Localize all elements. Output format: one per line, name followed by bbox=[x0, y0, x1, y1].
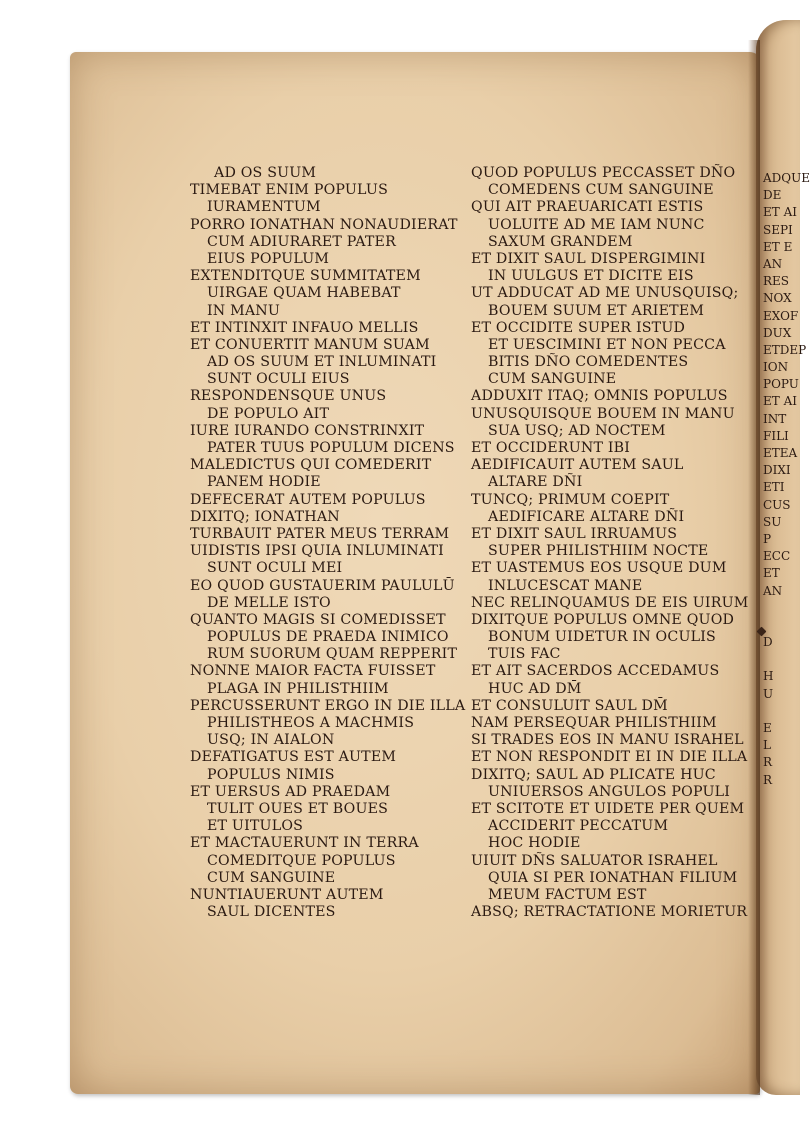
manuscript-line: CUM SANGUINE bbox=[207, 869, 336, 886]
manuscript-line: AD OS SUUM bbox=[214, 165, 317, 181]
manuscript-line: ET UITULOS bbox=[207, 818, 304, 835]
manuscript-line: DEFECERAT AUTEM POPULUS bbox=[190, 491, 426, 508]
manuscript-line: BOUEM SUUM ET ARIETEM bbox=[488, 302, 705, 319]
manuscript-line: HOC HODIE bbox=[488, 835, 581, 852]
adjacent-page-line bbox=[763, 600, 799, 617]
manuscript-line: COMEDENS CUM SANGUINE bbox=[488, 182, 714, 199]
adjacent-page-line bbox=[763, 651, 799, 668]
adjacent-page-line: INT bbox=[763, 411, 787, 426]
manuscript-line: IN MANU bbox=[207, 302, 281, 319]
text-column-right bbox=[471, 165, 749, 921]
manuscript-line: ET OCCIDITE SUPER ISTUD bbox=[471, 319, 686, 336]
manuscript-line: SAXUM GRANDEM bbox=[488, 233, 633, 250]
manuscript-line: POPULUS DE PRAEDA INIMICO bbox=[207, 629, 449, 646]
manuscript-line: ALTARE DÑI bbox=[488, 474, 583, 491]
adjacent-page-line: L bbox=[763, 738, 771, 753]
manuscript-line: POPULUS NIMIS bbox=[207, 766, 335, 783]
adjacent-page-edge bbox=[756, 20, 810, 1095]
manuscript-line: NUNTIAUERUNT AUTEM bbox=[190, 886, 384, 903]
manuscript-line: SAUL DICENTES bbox=[207, 904, 336, 921]
manuscript-line: CUM SANGUINE bbox=[488, 371, 617, 388]
manuscript-line: CUM ADIURARET PATER bbox=[207, 233, 396, 250]
manuscript-line: PORRO IONATHAN NONAUDIERAT bbox=[190, 216, 458, 233]
adjacent-page-line: NOX bbox=[763, 291, 792, 306]
adjacent-page-line: ION bbox=[763, 360, 789, 375]
adjacent-page-line: FILI bbox=[763, 428, 789, 443]
manuscript-line: ET AIT SACERDOS ACCEDAMUS bbox=[471, 663, 720, 680]
manuscript-line: DIXITQ; IONATHAN bbox=[190, 508, 340, 525]
manuscript-line: MEUM FACTUM EST bbox=[488, 886, 647, 903]
manuscript-line: BONUM UIDETUR IN OCULIS bbox=[488, 629, 716, 646]
manuscript-line: IN UULGUS ET DICITE EIS bbox=[488, 268, 694, 285]
manuscript-line: UIDISTIS IPSI QUIA INLUMINATI bbox=[190, 543, 444, 560]
manuscript-line: QUANTO MAGIS SI COMEDISSET bbox=[190, 611, 446, 628]
manuscript-line: SUNT OCULI MEI bbox=[207, 560, 343, 577]
adjacent-page-line: POPU bbox=[763, 377, 799, 392]
manuscript-line: SUNT OCULI EIUS bbox=[207, 371, 350, 388]
adjacent-page-line: ETI bbox=[763, 480, 785, 495]
adjacent-page-line: U bbox=[763, 686, 774, 701]
adjacent-page-line: DE bbox=[763, 188, 782, 203]
adjacent-page-line: R bbox=[763, 772, 773, 787]
adjacent-page-line: AN bbox=[763, 583, 783, 598]
manuscript-line: NEC RELINQUAMUS DE EIS UIRUM bbox=[471, 594, 749, 611]
manuscript-line: PERCUSSERUNT ERGO IN DIE ILLA bbox=[190, 697, 466, 714]
manuscript-line: PANEM HODIE bbox=[207, 474, 321, 491]
manuscript-line: NAM PERSEQUAR PHILISTHIIM bbox=[471, 715, 717, 731]
manuscript-line: RESPONDENSQUE UNUS bbox=[190, 388, 387, 405]
manuscript-line: ET OCCIDERUNT IBI bbox=[471, 440, 631, 456]
manuscript-line: PLAGA IN PHILISTHIIM bbox=[207, 680, 389, 697]
manuscript-line: ABSQ; RETRACTATIONE MORIETUR bbox=[471, 904, 748, 921]
manuscript-line: RUM SUORUM QUAM REPPERIT bbox=[207, 646, 458, 663]
manuscript-line: ACCIDERIT PECCATUM bbox=[488, 818, 669, 835]
manuscript-line: PATER TUUS POPULUM DICENS bbox=[207, 440, 455, 456]
manuscript-line: PHILISTHEOS A MACHMIS bbox=[207, 715, 415, 731]
adjacent-page-line: ADQUE bbox=[763, 171, 810, 185]
manuscript-line: UIRGAE QUAM HABEBAT bbox=[207, 285, 401, 302]
manuscript-line: ADDUXIT ITAQ; OMNIS POPULUS bbox=[471, 388, 728, 405]
manuscript-line: QUI AIT PRAEUARICATI ESTIS bbox=[471, 199, 704, 216]
manuscript-line: TURBAUIT PATER MEUS TERRAM bbox=[190, 525, 450, 542]
adjacent-page-line: ET AI bbox=[763, 205, 797, 220]
adjacent-page-line: AN bbox=[763, 256, 783, 271]
manuscript-line: AEDIFICARE ALTARE DÑI bbox=[488, 508, 685, 525]
adjacent-page-line: H bbox=[763, 669, 774, 684]
manuscript-line: ET NON RESPONDIT EI IN DIE ILLA bbox=[471, 749, 748, 766]
manuscript-line: IURE IURANDO CONSTRINXIT bbox=[190, 422, 425, 439]
adjacent-page-line: D bbox=[763, 635, 773, 650]
adjacent-page-line: R bbox=[763, 755, 773, 770]
adjacent-page-line bbox=[763, 703, 799, 720]
adjacent-page-line: SEPI bbox=[763, 222, 793, 237]
manuscript-line: TUIS FAC bbox=[488, 646, 561, 663]
manuscript-line: SUPER PHILISTHIIM NOCTE bbox=[488, 543, 709, 560]
manuscript-line: QUOD POPULUS PECCASSET DÑO bbox=[471, 165, 736, 181]
manuscript-line: EO QUOD GUSTAUERIM PAULULŪ bbox=[190, 577, 455, 594]
manuscript-line: DEFATIGATUS EST AUTEM bbox=[190, 749, 397, 766]
adjacent-page-line: CUS bbox=[763, 497, 791, 512]
manuscript-line: USQ; IN AIALON bbox=[207, 732, 335, 749]
adjacent-page-line: ET E bbox=[763, 239, 793, 254]
adjacent-page-line: ET bbox=[763, 566, 780, 581]
manuscript-line: DIXITQ; SAUL AD PLICATE HUC bbox=[471, 766, 716, 783]
manuscript-line: ET SCITOTE ET UIDETE PER QUEM bbox=[471, 800, 745, 817]
manuscript-line: TULIT OUES ET BOUES bbox=[207, 800, 389, 817]
manuscript-line: ET DIXIT SAUL DISPERGIMINI bbox=[471, 250, 706, 267]
manuscript-line: NONNE MAIOR FACTA FUISSET bbox=[190, 663, 436, 680]
manuscript-line: UNIUERSOS ANGULOS POPULI bbox=[488, 783, 731, 800]
manuscript-line: ET INTINXIT INFAUO MELLIS bbox=[190, 319, 419, 336]
page-gutter bbox=[748, 40, 760, 1095]
manuscript-line: INLUCESCAT MANE bbox=[488, 577, 643, 594]
manuscript-line: QUIA SI PER IONATHAN FILIUM bbox=[488, 869, 738, 886]
adjacent-page-line: DUX bbox=[763, 325, 792, 340]
manuscript-line: ET UESCIMINI ET NON PECCA bbox=[488, 336, 726, 353]
adjacent-page-line: ETEA bbox=[763, 446, 798, 460]
adjacent-page-text bbox=[763, 170, 810, 789]
manuscript-line: UOLUITE AD ME IAM NUNC bbox=[488, 216, 705, 233]
adjacent-page-line: ET AI bbox=[763, 394, 797, 409]
manuscript-line: TIMEBAT ENIM POPULUS bbox=[190, 182, 388, 199]
manuscript-line: ET MACTAUERUNT IN TERRA bbox=[190, 835, 419, 852]
text-column-left bbox=[190, 165, 466, 921]
manuscript-line: COMEDITQUE POPULUS bbox=[207, 852, 396, 869]
manuscript-line: ET CONUERTIT MANUM SUAM bbox=[190, 336, 430, 353]
manuscript-line: HUC AD DM̄ bbox=[488, 680, 582, 697]
adjacent-page-line: E bbox=[763, 721, 772, 735]
adjacent-page-line: P bbox=[763, 531, 772, 546]
manuscript-line: SUA USQ; AD NOCTEM bbox=[488, 422, 666, 439]
manuscript-line: IURAMENTUM bbox=[207, 199, 321, 216]
manuscript-line: AEDIFICAUIT AUTEM SAUL bbox=[471, 457, 684, 474]
manuscript-line: SI TRADES EOS IN MANU ISRAHEL bbox=[471, 732, 744, 749]
manuscript-line: UNUSQUISQUE BOUEM IN MANU bbox=[471, 405, 735, 422]
manuscript-line: DIXITQUE POPULUS OMNE QUOD bbox=[471, 611, 735, 628]
manuscript-line: EXTENDITQUE SUMMITATEM bbox=[190, 268, 421, 285]
adjacent-page-line: ETDEP bbox=[763, 342, 807, 357]
manuscript-line: ET CONSULUIT SAUL DM̄ bbox=[471, 697, 668, 714]
adjacent-page-line: SU bbox=[763, 514, 782, 529]
manuscript-line: DE MELLE ISTO bbox=[207, 594, 331, 611]
manuscript-line: BITIS DÑO COMEDENTES bbox=[488, 354, 689, 371]
adjacent-page-line bbox=[763, 617, 799, 634]
manuscript-line: UT ADDUCAT AD ME UNUSQUISQ; bbox=[471, 285, 739, 302]
manuscript-line: ET DIXIT SAUL IRRUAMUS bbox=[471, 525, 678, 542]
manuscript-line: AD OS SUUM ET INLUMINATI bbox=[207, 354, 437, 371]
adjacent-page-line: ECC bbox=[763, 549, 791, 564]
manuscript-line: MALEDICTUS QUI COMEDERIT bbox=[190, 457, 432, 474]
manuscript-line: DE POPULO AIT bbox=[207, 405, 330, 422]
manuscript-line: EIUS POPULUM bbox=[207, 250, 330, 267]
adjacent-page-line: EXOF bbox=[763, 308, 799, 323]
manuscript-line: ET UASTEMUS EOS USQUE DUM bbox=[471, 560, 727, 577]
manuscript-line: TUNCQ; PRIMUM COEPIT bbox=[471, 491, 670, 508]
adjacent-page-line: DIXI bbox=[763, 463, 791, 478]
adjacent-page-line: RES bbox=[763, 274, 790, 289]
manuscript-line: UIUIT DÑS SALUATOR ISRAHEL bbox=[471, 852, 718, 869]
manuscript-line: ET UERSUS AD PRAEDAM bbox=[190, 783, 391, 800]
